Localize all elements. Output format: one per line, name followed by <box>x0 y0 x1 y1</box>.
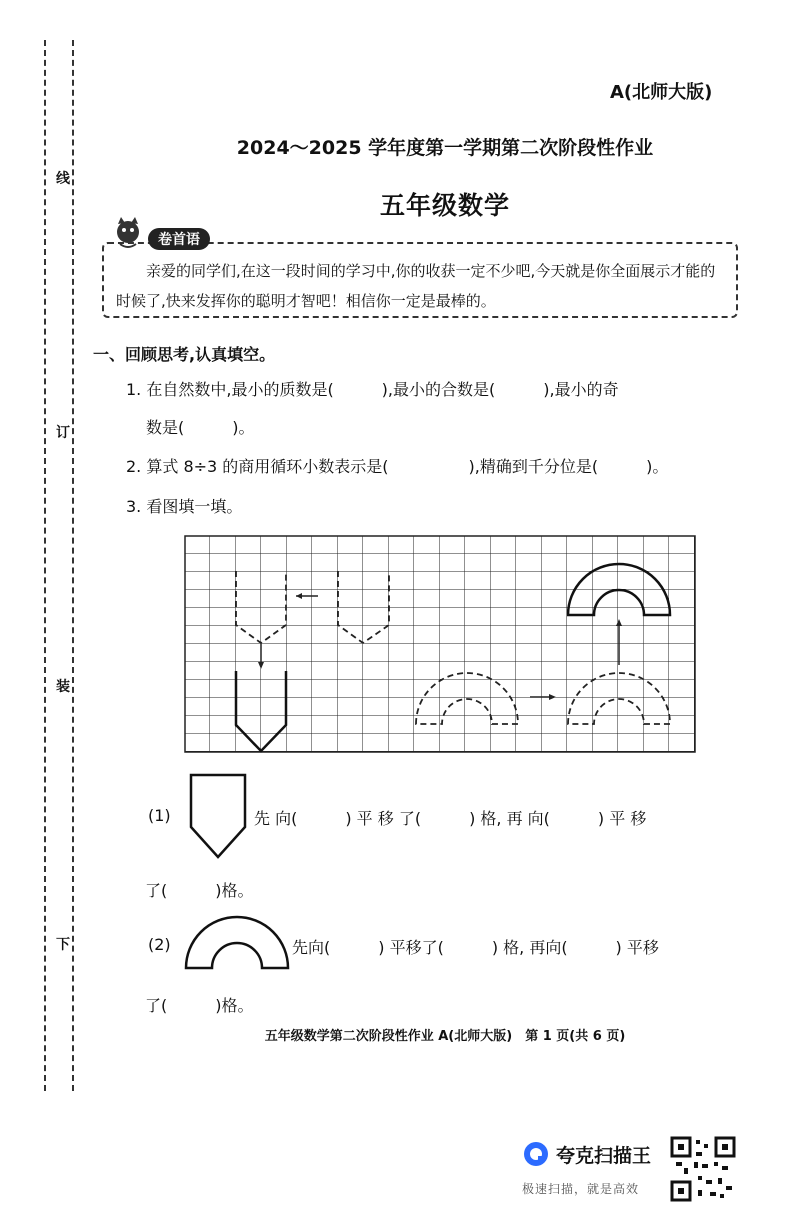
sub-question-2-tail: 了( )格。 <box>145 996 254 1015</box>
subject-title: 五年级数学 <box>379 191 510 220</box>
sub-question-2-number: (2) <box>148 935 171 954</box>
brand-slogan: 极速扫描，就是高效 <box>522 1182 640 1196</box>
scanner-brand <box>522 1140 651 1168</box>
question-1-line-2: 数是( )。 <box>146 418 255 437</box>
preface-text: 亲爱的同学们,在这一段时间的学习中,你的收获一定不少吧,今天就是你全面展示才能的时候了,快来发挥你的聪明才智吧！相信你一定是最棒的。 <box>116 262 716 310</box>
edition-label: A(北师大版) <box>610 82 713 103</box>
sub-question-2-text: 先向( ) 平移了( ) 格, 再向( ) 平移 <box>292 938 659 957</box>
pentagon-shape-icon <box>188 772 248 862</box>
sub-question-1-tail: 了( )格。 <box>145 881 254 900</box>
preface-tag: 卷首语 <box>148 228 210 250</box>
binding-label-xia: 下 <box>56 937 70 953</box>
question-2: 2. 算式 8÷3 的商用循环小数表示是( ),精确到千分位是( )。 <box>126 457 669 476</box>
sub-question-1-number: (1) <box>148 806 171 825</box>
sub-question-1-text: 先 向( ) 平 移 了( ) 格, 再 向( ) 平 移 <box>254 809 647 828</box>
binding-label-ding: 订 <box>56 425 70 441</box>
arch-shape-icon <box>183 912 291 972</box>
binding-label-line: 线 <box>56 171 70 187</box>
quark-logo-icon <box>522 1140 550 1168</box>
exam-title: 2024～2025 学年度第一学期第二次阶段性作业 <box>236 137 654 159</box>
brand-name: 夸克扫描王 <box>556 1144 652 1167</box>
question-3: 3. 看图填一填。 <box>126 497 243 516</box>
qr-code-icon <box>670 1136 736 1202</box>
question-1-line-1: 1. 在自然数中,最小的质数是( ),最小的合数是( ),最小的奇 <box>126 380 619 399</box>
binding-label-zhuang: 装 <box>56 679 70 695</box>
translation-grid-figure <box>184 535 700 755</box>
page-footer: 五年级数学第二次阶段性作业 A(北师大版) 第 1 页(共 6 页) <box>264 1029 626 1044</box>
mascot-icon <box>108 214 148 254</box>
section-title: 一、回顾思考,认真填空。 <box>93 345 276 364</box>
